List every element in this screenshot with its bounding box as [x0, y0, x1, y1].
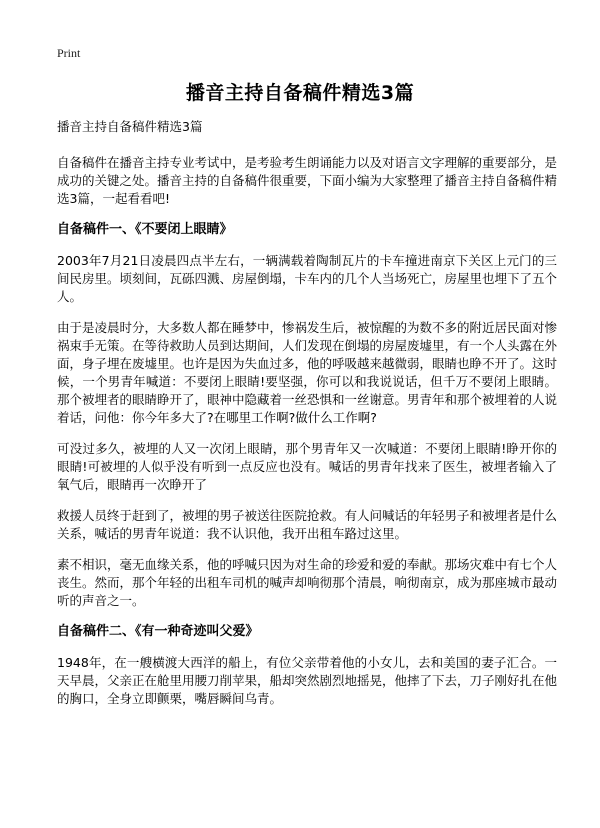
article-body: [57, 118, 557, 721]
section-heading-2: 自备稿件二、《有一种奇迹叫父爱》: [57, 624, 259, 639]
intro-paragraph: 自备稿件在播音主持专业考试中，是考验考生朗诵能力以及对语言文字理解的重要部分，是成功的关键之处。播音主持的自备稿件很重要，下面小编为大家整理了播音主持自备稿件精选3篇，一起看看吧!: [57, 155, 558, 206]
section-2-paragraph-1: 1948年，在一艘横渡大西洋的船上，有位父亲带着他的小女儿，去和美国的妻子汇合。一天早晨，父亲正在舱里用腰刀削苹果，船却突然剧烈地摇晃，他摔了下去，刀子刚好扎在他的胸口，全身立即颤栗，嘴唇瞬间乌青。: [57, 655, 558, 706]
print-link[interactable]: Print: [57, 46, 81, 60]
section-1-paragraph-1: 2003年7月21日凌晨四点半左右，一辆满载着陶制瓦片的卡车撞进南京下关区上元门的三间民房里。顷刻间，瓦砾四溅、房屋倒塌，卡车内的几个人当场死亡，房屋里也埋下了五个人。: [57, 253, 558, 304]
article-subtitle: 播音主持自备稿件精选3篇: [57, 119, 203, 134]
section-1-paragraph-5: 素不相识，毫无血缘关系，他的呼喊只因为对生命的珍爱和爱的奉献。那场灾难中有七个人丧生。然而，那个年轻的出租车司机的喊声却响彻那个清晨，响彻南京，成为那座城市最动听的声音之一。: [57, 557, 558, 608]
section-1-paragraph-2: 由于是凌晨时分，大多数人都在睡梦中，惨祸发生后，被惊醒的为数不多的附近居民面对惨祸束手无策。在等待救助人员到达期间，人们发现在倒塌的房屋废墟里，有一个人头露在外面，身子埋在废墟里。也许是因为失血过多，他的呼吸越来越微弱，眼睛也睁不开了。这时候，一个男青年喊道：不要闭上眼睛!要坚强，你可以和我说说话，但千万不要闭上眼睛。那个被埋者的眼睛睁开了，眼神中隐藏着一丝恐惧和一丝谢意。男青年和那个被埋着的人说着话，问他：你今年多大了?在哪里工作啊?做什么工作啊?: [57, 320, 558, 425]
section-heading-1: 自备稿件一、《不要闭上眼睛》: [57, 222, 233, 237]
section-1-paragraph-4: 救援人员终于赶到了，被埋的男子被送往医院抢救。有人问喊话的年轻男子和被埋者是什么关系，喊话的男青年说道：我不认识他，我开出租车路过这里。: [57, 508, 558, 541]
section-1-paragraph-3: 可没过多久，被埋的人又一次闭上眼睛，那个男青年又一次喊道：不要闭上眼睛!睁开你的眼睛!可被埋的人似乎没有听到一点反应也没有。喊话的男青年找来了医生，被埋者输入了氧气后，眼睛再一次睁开了: [57, 441, 557, 492]
page-title: 播音主持自备稿件精选3篇: [185, 82, 415, 104]
